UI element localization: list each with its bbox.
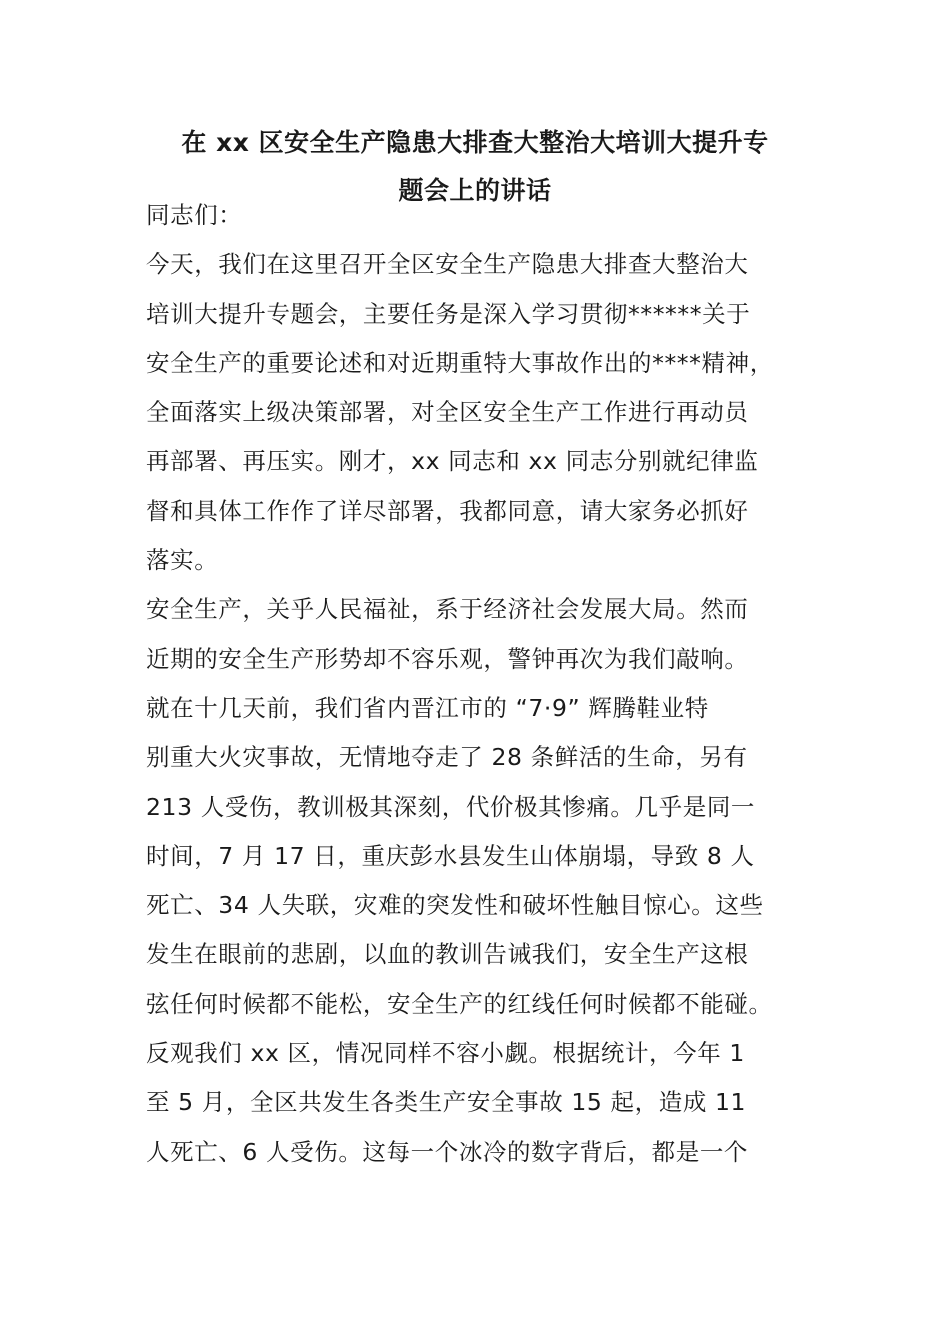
document-body [146,191,826,1177]
document-title-line-2: 题会上的讲话 [398,176,552,205]
body-line: 同志们： [146,201,243,229]
body-line: 别重大火灾事故，无情地夺走了 28 条鲜活的生命，另有 [146,743,748,772]
body-line: 死亡、34 人失联，灾难的突发性和破坏性触目惊心。这些 [146,891,764,920]
body-line: 发生在眼前的悲剧，以血的教训告诫我们，安全生产这根 [146,940,749,969]
body-line: 再部署、再压实。刚才，xx 同志和 xx 同志分别就纪律监 [146,447,759,476]
body-line: 近期的安全生产形势却不容乐观，警钟再次为我们敲响。 [146,644,749,673]
body-line: 就在十几天前，我们省内晋江市的 “7·9” 辉腾鞋业特 [146,693,709,722]
body-line: 时间，7 月 17 日，重庆彭水县发生山体崩塌，导致 8 人 [146,841,755,870]
body-line: 213 人受伤，教训极其深刻，代价极其惨痛。几乎是同一 [146,792,756,821]
body-line: 人死亡、6 人受伤。这每一个冰冷的数字背后，都是一个 [146,1137,749,1166]
body-line: 安全生产，关乎人民福祉，系于经济社会发展大局。然而 [146,595,749,624]
body-line: 弦任何时候都不能松，安全生产的红线任何时候都不能碰。 [146,989,773,1018]
body-line: 反观我们 xx 区，情况同样不容小觑。根据统计，今年 1 [146,1039,745,1068]
body-line: 督和具体工作作了详尽部署，我都同意，请大家务必抓好 [146,496,749,525]
body-line: 至 5 月，全区共发生各类生产安全事故 15 起，造成 11 [146,1088,747,1117]
body-line: 今天，我们在这里召开全区安全生产隐患大排查大整治大 [146,250,749,279]
body-line: 全面落实上级决策部署，对全区安全生产工作进行再动员 [146,398,749,427]
body-line: 培训大提升专题会，主要任务是深入学习贯彻******关于 [146,299,751,328]
document-title-line-1: 在 xx 区安全生产隐患大排查大整治大培训大提升专 [181,128,769,157]
body-line: 落实。 [146,546,219,575]
body-line: 安全生产的重要论述和对近期重特大事故作出的****精神， [146,348,774,377]
